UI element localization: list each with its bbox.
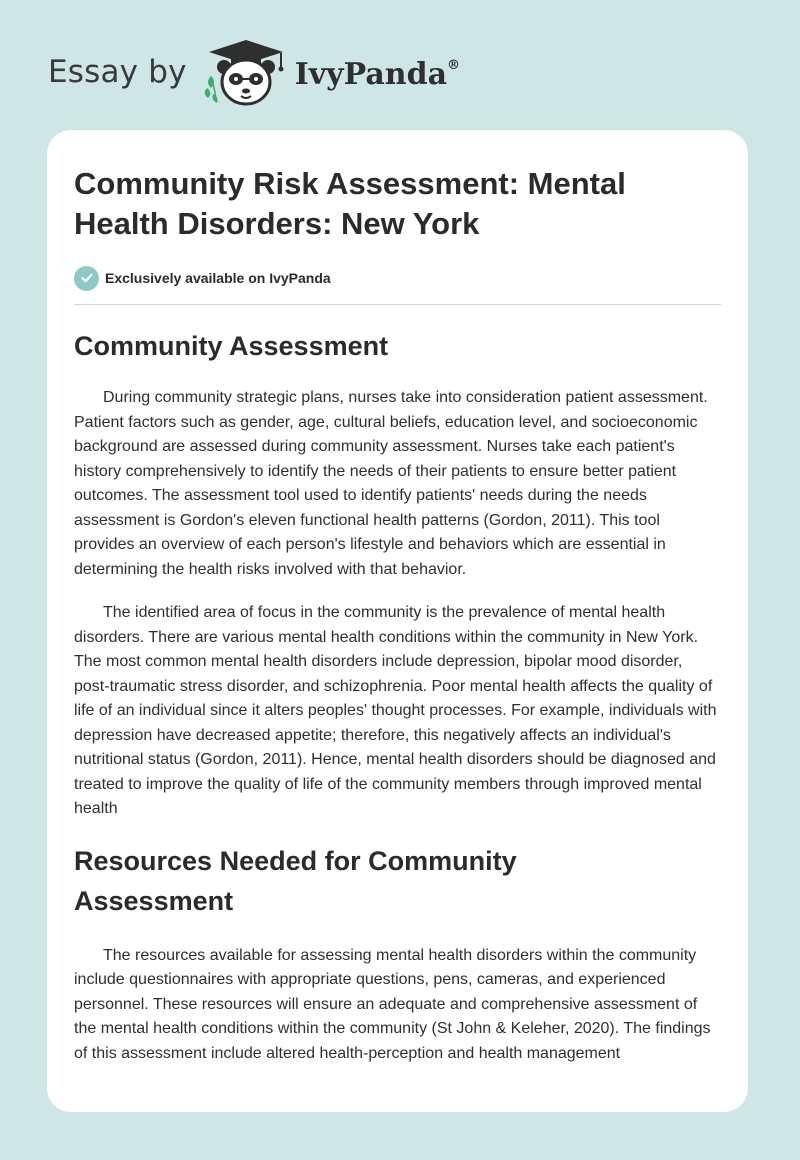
brand-name[interactable]: IvyPanda® — [294, 56, 461, 92]
registered-mark: ® — [447, 57, 461, 73]
section-heading: Community Assessment — [74, 331, 389, 361]
essay-card — [47, 130, 748, 1112]
section-heading: Resources Needed for Community Assessment — [74, 845, 517, 916]
check-circle-icon — [74, 266, 99, 291]
essay-by-label: Essay by — [48, 54, 187, 90]
paragraph: The resources available for assessing mental health disorders within the community include questionnaires with appropriate questions, pens, cameras, and experienced personnel. These resources will ensure an adequate and comprehensive assessment of the mental health conditions within the community (St John & Keleher, 2020). The findings of this assessment include altered health-perception and health management — [74, 946, 711, 1062]
exclusive-label: Exclusively available on IvyPanda — [105, 270, 331, 286]
paragraph: During community strategic plans, nurses take into consideration patient assessment. Patient factors such as gender, age, cultural beliefs, education level, and socioeconomic background are assessed during community assessment. Nurses take each patient's history comprehensively to identify the needs of their patients to ensure better patient outcomes. The assessment tool used to identify patients' needs during the needs assessment is Gordon's eleven functional health patterns (Gordon, 2011). This tool provides an overview of each person's lifestyle and behaviors which are essential in determining the health risks involved with that behavior. — [74, 389, 708, 578]
paragraph: The identified area of focus in the community is the prevalence of mental health disorders. There are various mental health conditions within the community in New York. The most common mental health disorders include depression, bipolar mood disorder, post-traumatic stress disorder, and schizophrenia. Poor mental health affects the quality of life of an individual since it alters peoples' thought processes. For example, individuals with depression have decreased appetite; therefore, this negatively affects an individual's nutritional status (Gordon, 2011). Hence, mental health disorders should be diagnosed and treated to improve the quality of life of the community members through improved mental health — [74, 604, 717, 817]
page-title: Community Risk Assessment: Mental Health Disorders: New York — [74, 166, 626, 241]
site-header — [48, 36, 460, 108]
panda-graduate-icon[interactable] — [201, 36, 291, 108]
exclusive-badge — [74, 264, 721, 305]
